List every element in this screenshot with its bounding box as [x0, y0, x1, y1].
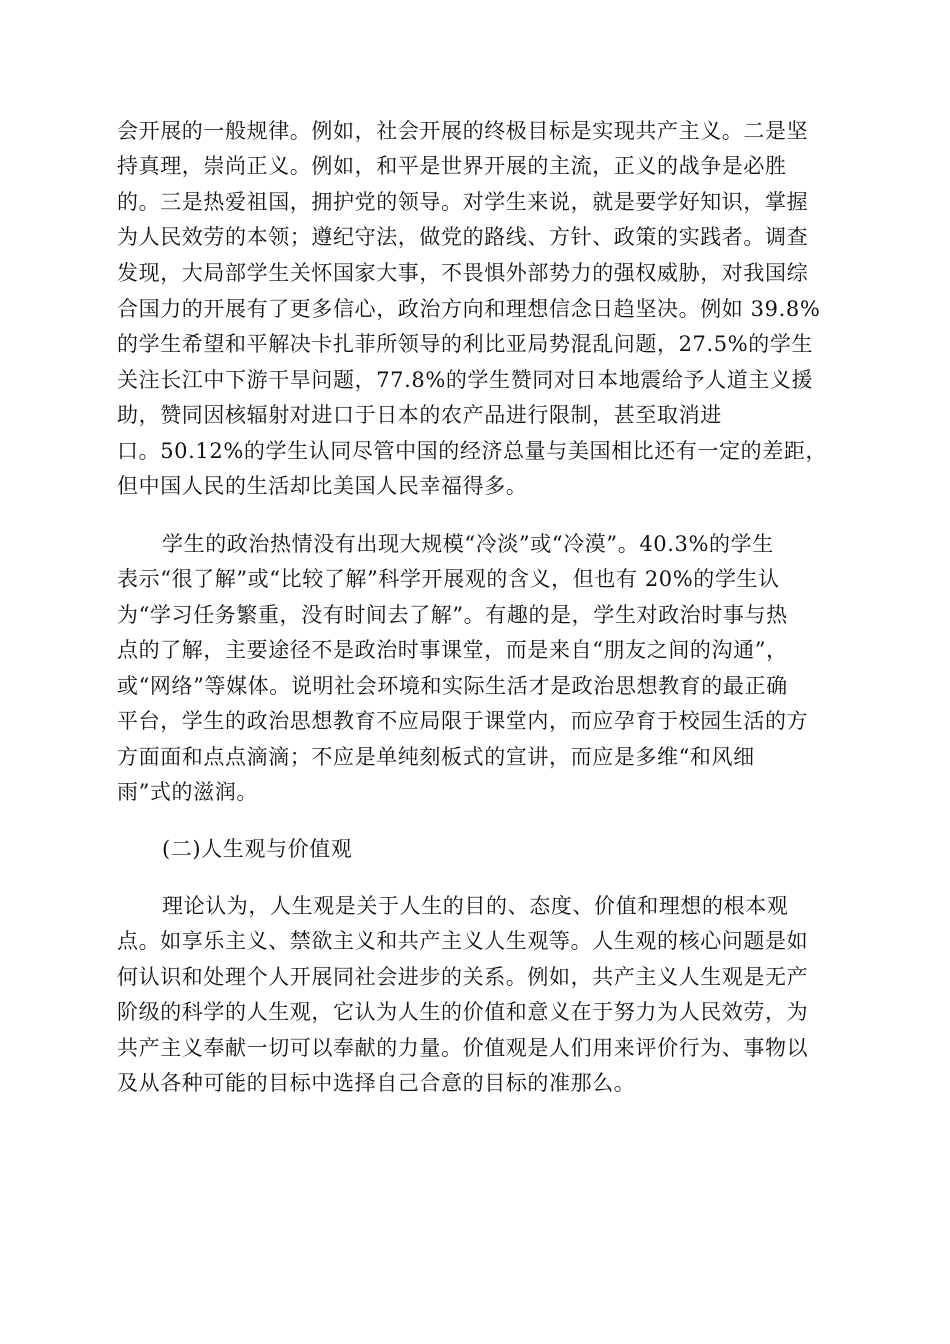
paragraph-line: 理论认为，人生观是关于人生的目的、态度、价值和理想的根本观	[162, 894, 789, 918]
paragraph-line: 共产主义奉献一切可以奉献的力量。价值观是人们用来评价行为、事物以	[117, 1036, 809, 1060]
paragraph-line: 方面面和点点滴滴；不应是单纯刻板式的宣讲，而应是多维“和风细	[117, 745, 755, 769]
paragraph-line: 表示“很了解”或“比较了解”科学开展观的含义，但也有 20%的学生认	[117, 567, 780, 591]
paragraph-line: 会开展的一般规律。例如，社会开展的终极目标是实现共产主义。二是坚	[117, 119, 809, 143]
paragraph-line: 雨”式的滋润。	[117, 780, 258, 804]
paragraph-line: 口。50.12%的学生认同尽管中国的经济总量与美国相比还有一定的差距，	[117, 439, 828, 463]
paragraph-line: 点的了解，主要途径不是政治时事课堂，而是来自“朋友之间的沟通”，	[117, 638, 788, 662]
paragraph-line: 及从各种可能的目标中选择自己合意的目标的准那么。	[117, 1071, 636, 1095]
paragraph-line: 阶级的科学的人生观，它认为人生的价值和意义在于努力为人民效劳，为	[117, 1000, 809, 1024]
paragraph-line: 的。三是热爱祖国，拥护党的领导。对学生来说，就是要学好知识，掌握	[117, 190, 809, 214]
paragraph-line: 持真理，崇尚正义。例如，和平是世界开展的主流，正义的战争是必胜	[117, 154, 787, 178]
paragraph-line: 但中国人民的生活却比美国人民幸福得多。	[117, 474, 528, 498]
paragraph-line: 学生的政治热情没有出现大规模“冷淡”或“冷漠”。40.3%的学生	[162, 532, 774, 556]
paragraph-line: 发现，大局部学生关怀国家大事，不畏惧外部势力的强权威胁，对我国综	[117, 261, 809, 285]
paragraph-line: 点。如享乐主义、禁欲主义和共产主义人生观等。人生观的核心问题是如	[117, 929, 809, 953]
paragraph-line: 何认识和处理个人开展同社会进步的关系。例如，共产主义人生观是无产	[117, 965, 809, 989]
paragraph-line: 助，赞同因核辐射对进口于日本的农产品进行限制，甚至取消进	[117, 403, 722, 427]
paragraph-line: 为“学习任务繁重，没有时间去了解”。有趣的是，学生对政治时事与热	[117, 603, 788, 627]
paragraph-line: 合国力的开展有了更多信心，政治方向和理想信念日趋坚决。例如 39.8%	[117, 297, 821, 321]
paragraph-line: 平台，学生的政治思想教育不应局限于课堂内，而应孕育于校园生活的方	[117, 709, 809, 733]
paragraph-line: 为人民效劳的本领；遵纪守法，做党的路线、方针、政策的实践者。调查	[117, 225, 809, 249]
paragraph-line: 的学生希望和平解决卡扎菲所领导的利比亚局势混乱问题，27.5%的学生	[117, 332, 814, 356]
paragraph-line: 或“网络”等媒体。说明社会环境和实际生活才是政治思想教育的最正确	[117, 674, 788, 698]
paragraph-line: 关注长江中下游干旱问题，77.8%的学生赞同对日本地震给予人道主义援	[117, 368, 814, 392]
section-heading: (二)人生观与价值观	[162, 837, 353, 861]
